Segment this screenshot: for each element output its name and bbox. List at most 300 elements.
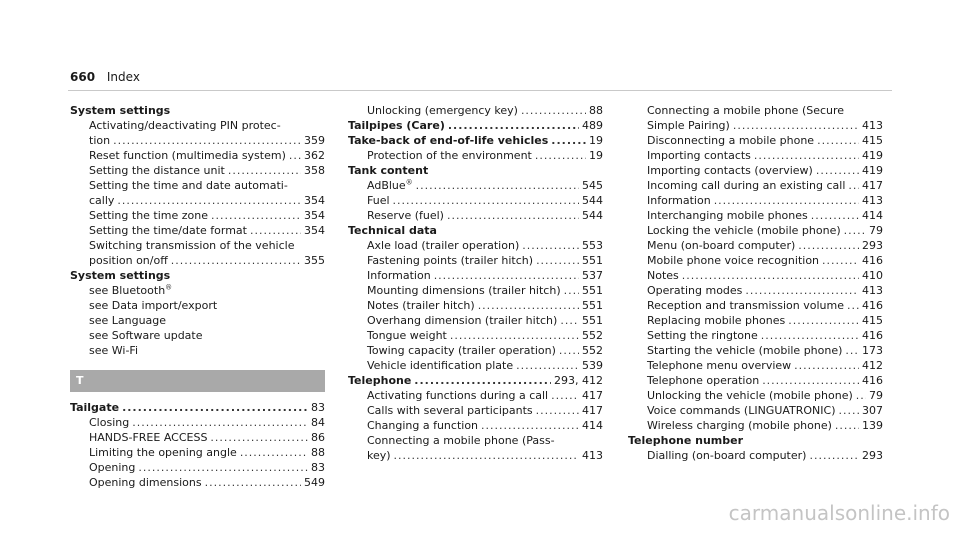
entry-row [647,358,883,373]
index-subentry [348,268,603,283]
page-ref: 551 [582,299,603,312]
index-subentries [628,103,883,433]
entry-label-line: Connecting a mobile phone (Secure [647,104,845,117]
index-subentry [70,445,325,460]
leader-dots [228,163,301,178]
entry-label: Locking the vehicle (mobile phone) [647,224,841,237]
entry-row [647,208,883,223]
page-ref: 88 [311,446,325,459]
index-subentries [70,118,325,268]
watermark: carmanualsonline.info [728,501,950,525]
entry-label: Protection of the environment [367,149,532,162]
entry-label: Importing contacts [647,149,751,162]
leader-dots [816,163,859,178]
index-heading: Telephone [348,374,412,387]
index-subentry [628,283,883,298]
leader-dots [416,178,579,193]
entry-row [647,148,883,163]
leader-dots [845,343,859,358]
entry-row [367,328,603,343]
leader-dots [536,253,579,268]
entry-row [647,298,883,313]
index-subentry [628,388,883,403]
index-subentry [628,418,883,433]
page-ref: 413 [862,284,883,297]
leader-dots [762,373,859,388]
index-heading: Take-back of end-of-life vehicles [348,134,549,147]
entry-row [89,193,325,208]
entry-row [367,418,603,433]
entry-row [367,403,603,418]
entry-row [647,133,883,148]
index-crossref: see Data import/export [89,299,218,312]
entry-row [367,208,603,223]
index-subentry [348,103,603,118]
leader-dots [481,418,579,433]
entry-label: tion [89,134,111,147]
index-heading: Tailpipes (Care) [348,119,445,132]
entry-label: Setting the time/date format [89,224,247,237]
leader-dots [794,358,859,373]
entry-label: Telephone operation [647,374,760,387]
leader-dots [560,313,579,328]
index-subentry [70,163,325,178]
page-ref: 537 [582,269,603,282]
entry-row [367,313,603,328]
leader-dots [682,268,859,283]
page-ref: 293 [862,449,883,462]
entry-label: Opening [89,461,136,474]
entry-row [367,193,603,208]
leader-dots [394,448,579,463]
index-subentry [70,313,325,328]
entry-label: Wireless charging (mobile phone) [647,419,832,432]
entry-row [647,418,883,433]
index-subentries [348,193,603,223]
entry-label: Operating modes [647,284,743,297]
entry-row [367,343,603,358]
entry-label: Reset function (multimedia system) [89,149,286,162]
entry-row [367,448,603,463]
index-subentries [628,448,883,463]
index-subentry [70,178,325,208]
entry-label-line: Switching transmission of the vehicle [89,239,295,252]
entry-row [647,163,883,178]
index-subentry [70,415,325,430]
entry-label: Information [647,194,711,207]
index-subentries [348,388,603,463]
entry-row [89,460,325,475]
entry-label: Menu (on-board computer) [647,239,796,252]
leader-dots [117,193,301,208]
page-ref: 355 [304,254,325,267]
index-subentry [348,148,603,163]
page-ref: 354 [304,194,325,207]
index-subentry [628,373,883,388]
page-ref: 415 [862,134,883,147]
entry-label: Information [367,269,431,282]
entry-row [89,475,325,490]
entry-row [89,445,325,460]
index-subentries [348,148,603,163]
index-subentry [628,223,883,238]
index-subentry [348,283,603,298]
leader-dots [434,268,579,283]
entry-row [647,238,883,253]
leader-dots [122,400,308,415]
entry-label: Importing contacts (overview) [647,164,813,177]
index-heading-row [70,400,325,415]
entry-label: Unlocking the vehicle (mobile phone) [647,389,853,402]
entry-label: cally [89,194,115,207]
index-subentry [348,403,603,418]
page-ref: 413 [862,194,883,207]
page-ref: 416 [862,254,883,267]
entry-label: Simple Pairing) [647,119,730,132]
index-subentry [628,253,883,268]
index-crossref: see Bluetooth [89,284,166,297]
leader-dots [761,328,859,343]
entry-row [89,163,325,178]
page-ref: 413 [582,449,603,462]
index-heading: System settings [70,104,171,117]
entry-label: Limiting the opening angle [89,446,237,459]
index-subentry [70,118,325,148]
page-ref: 551 [582,284,603,297]
index-subentry [628,193,883,208]
leader-dots [205,475,301,490]
leader-dots [132,415,308,430]
entry-row [647,343,883,358]
page-ref: 419 [862,149,883,162]
page-ref: 354 [304,209,325,222]
index-subentry [70,208,325,223]
page-ref: 552 [582,344,603,357]
entry-row [89,223,325,238]
entry-row [89,208,325,223]
index-heading: System settings [70,269,171,282]
page-ref: 293, 412 [554,374,603,387]
index-subentry [628,148,883,163]
leader-dots [448,118,579,133]
index-subentry [70,460,325,475]
index-subentry [70,148,325,163]
entry-row [367,268,603,283]
entry-row [647,268,883,283]
index-subentry [628,313,883,328]
leader-dots [811,208,859,223]
page-ref: 544 [582,209,603,222]
leader-dots [450,328,579,343]
page-number: 660 [70,70,96,84]
leader-dots [559,343,579,358]
index-subentry [70,475,325,490]
page-ref: 19 [589,149,603,162]
leader-dots [536,403,579,418]
entry-label-line: Setting the time and date automati- [89,179,288,192]
entry-label: HANDS-FREE ACCESS [89,431,208,444]
section-letter-bar: T [70,370,325,392]
page-ref: 416 [862,374,883,387]
entry-row [367,283,603,298]
entry-label: Starting the vehicle (mobile phone) [647,344,843,357]
entry-row [89,148,325,163]
leader-dots [516,358,579,373]
index-heading: Telephone number [628,434,744,447]
index-subentry [70,298,325,313]
entry-label: Reception and transmission volume [647,299,844,312]
entry-label: Dialling (on-board computer) [647,449,807,462]
leader-dots [754,148,859,163]
index-subentry [70,223,325,238]
index-subentry [628,178,883,193]
page-ref: 416 [862,329,883,342]
entry-label: Changing a function [367,419,479,432]
entry-label: Opening dimensions [89,476,202,489]
index-subentry [628,133,883,148]
index-subentry [628,208,883,223]
entry-row [647,283,883,298]
index-subentry [348,208,603,223]
entry-label: Voice commands (LINGUATRONIC) [647,404,836,417]
index-subentry [348,178,603,193]
entry-label: Telephone menu overview [647,359,792,372]
index-subentry [628,268,883,283]
index-heading-row [348,133,603,148]
leader-dots [447,208,579,223]
index-subentry [348,298,603,313]
leader-dots [844,223,866,238]
entry-label: Calls with several participants [367,404,533,417]
entry-row [647,448,883,463]
leader-dots [835,418,859,433]
index-heading: Technical data [348,224,437,237]
index-subentry [70,283,325,298]
entry-label: key) [367,449,391,462]
page-ref: 79 [869,389,883,402]
page-ref: 414 [582,419,603,432]
page-ref: 413 [862,119,883,132]
leader-dots [478,298,579,313]
leader-dots [856,388,866,403]
entry-row [647,388,883,403]
entry-row [367,358,603,373]
entry-row [647,118,883,133]
index-subentry [348,388,603,403]
page-ref: 354 [304,224,325,237]
index-subentry [628,403,883,418]
page-ref: 539 [582,359,603,372]
page-ref: 549 [304,476,325,489]
leader-dots [522,238,579,253]
page-ref: 545 [582,179,603,192]
leader-dots [211,208,301,223]
leader-dots [210,430,308,445]
index-heading: Tailgate [70,401,120,414]
leader-dots [393,193,579,208]
page-ref: 307 [862,404,883,417]
page-ref: 359 [304,134,325,147]
page-ref: 410 [862,269,883,282]
leader-dots [798,238,859,253]
index-crossref: see Language [89,314,167,327]
index-subentry [628,298,883,313]
index-subentry [348,193,603,208]
leader-dots [551,133,586,148]
leader-dots [113,133,301,148]
leader-dots [822,253,859,268]
leader-dots [848,178,859,193]
index-subentry [70,343,325,358]
entry-label: Mobile phone voice recognition [647,254,820,267]
entry-label: Mounting dimensions (trailer hitch) [367,284,561,297]
leader-dots [564,283,579,298]
entry-label: Unlocking (emergency key) [367,104,518,117]
leader-dots [551,388,579,403]
leader-dots [250,223,301,238]
page-ref: 293 [862,239,883,252]
index-subentry [348,418,603,433]
entry-label: Interchanging mobile phones [647,209,808,222]
page-ref: 551 [582,254,603,267]
page-ref: 552 [582,329,603,342]
page-ref: 412 [862,359,883,372]
leader-dots [809,448,859,463]
page-ref: 84 [311,416,325,429]
registered-mark: ® [165,283,173,292]
entry-label: Reserve (fuel) [367,209,444,222]
page-ref: 417 [862,179,883,192]
index-subentry [348,433,603,463]
entry-label: Towing capacity (trailer operation) [367,344,556,357]
page-ref: 79 [869,224,883,237]
index-heading-row [348,118,603,133]
index-crossref: see Software update [89,329,203,342]
index-subentry [628,238,883,253]
index-subentry [348,343,603,358]
page-ref: 544 [582,194,603,207]
leader-dots [138,460,308,475]
index-column-2 [348,103,603,463]
page-ref: 358 [304,164,325,177]
entry-label: Tongue weight [367,329,447,342]
leader-dots [733,118,859,133]
index-subentry [628,358,883,373]
index-crossref: see Wi-Fi [89,344,139,357]
leader-dots [788,313,859,328]
entry-row [647,193,883,208]
entry-row [89,133,325,148]
page-ref: 88 [589,104,603,117]
entry-label: Vehicle identification plate [367,359,514,372]
leader-dots [839,403,859,418]
entry-row [89,253,325,268]
page-ref: 419 [862,164,883,177]
page-ref: 415 [862,314,883,327]
page-ref: 173 [862,344,883,357]
entry-label: Incoming call during an existing call [647,179,846,192]
entry-row [367,148,603,163]
page-ref: 83 [311,461,325,474]
entry-row [367,298,603,313]
page-ref: 551 [582,314,603,327]
entry-label: Fuel [367,194,390,207]
entry-row [89,415,325,430]
index-subentry [348,253,603,268]
entry-label: AdBlue® [367,178,413,192]
page-ref: 553 [582,239,603,252]
entry-row [89,430,325,445]
leader-dots [745,283,859,298]
page-ref: 417 [582,404,603,417]
entry-label: Setting the time zone [89,209,209,222]
page-ref: 362 [304,149,325,162]
leader-dots [521,103,586,118]
entry-label: Axle load (trailer operation) [367,239,520,252]
page-ref: 416 [862,299,883,312]
entry-label: Notes [647,269,679,282]
index-heading-row [348,373,603,388]
index-subentry [348,238,603,253]
registered-mark: ® [405,178,413,187]
page-header [70,70,140,84]
index-subentry [70,328,325,343]
index-subentry [348,328,603,343]
entry-row [647,403,883,418]
entry-label: Notes (trailer hitch) [367,299,475,312]
index-column-3 [628,103,883,463]
entry-row [367,238,603,253]
page-ref: 414 [862,209,883,222]
leader-dots [414,373,551,388]
page-ref: 489 [582,119,603,132]
entry-label: Overhang dimension (trailer hitch) [367,314,558,327]
leader-dots [289,148,301,163]
entry-row [367,388,603,403]
leader-dots [714,193,859,208]
entry-row [647,313,883,328]
entry-label-line: Connecting a mobile phone (Pass- [367,434,555,447]
index-subentry [628,163,883,178]
page-ref: 86 [311,431,325,444]
leader-dots [847,298,859,313]
leader-dots [535,148,586,163]
entry-label: Disconnecting a mobile phone [647,134,815,147]
index-heading: Tank content [348,164,429,177]
entry-label: Fastening points (trailer hitch) [367,254,534,267]
index-subentry [70,430,325,445]
page-title: Index [106,70,140,84]
entry-row [647,328,883,343]
header-rule [68,90,892,91]
entry-label: Replacing mobile phones [647,314,786,327]
entry-row [647,373,883,388]
index-subentry [628,328,883,343]
index-subentries [70,415,325,490]
index-subentries [348,238,603,373]
entry-label: Activating functions during a call [367,389,549,402]
index-subentry [348,313,603,328]
entry-row [367,253,603,268]
index-subentry [70,238,325,268]
index-subentry [628,103,883,133]
index-subentry [348,358,603,373]
entry-row [647,223,883,238]
entry-row [647,253,883,268]
page-ref: 139 [862,419,883,432]
entry-label: position on/off [89,254,168,267]
index-column-1 [70,103,325,490]
